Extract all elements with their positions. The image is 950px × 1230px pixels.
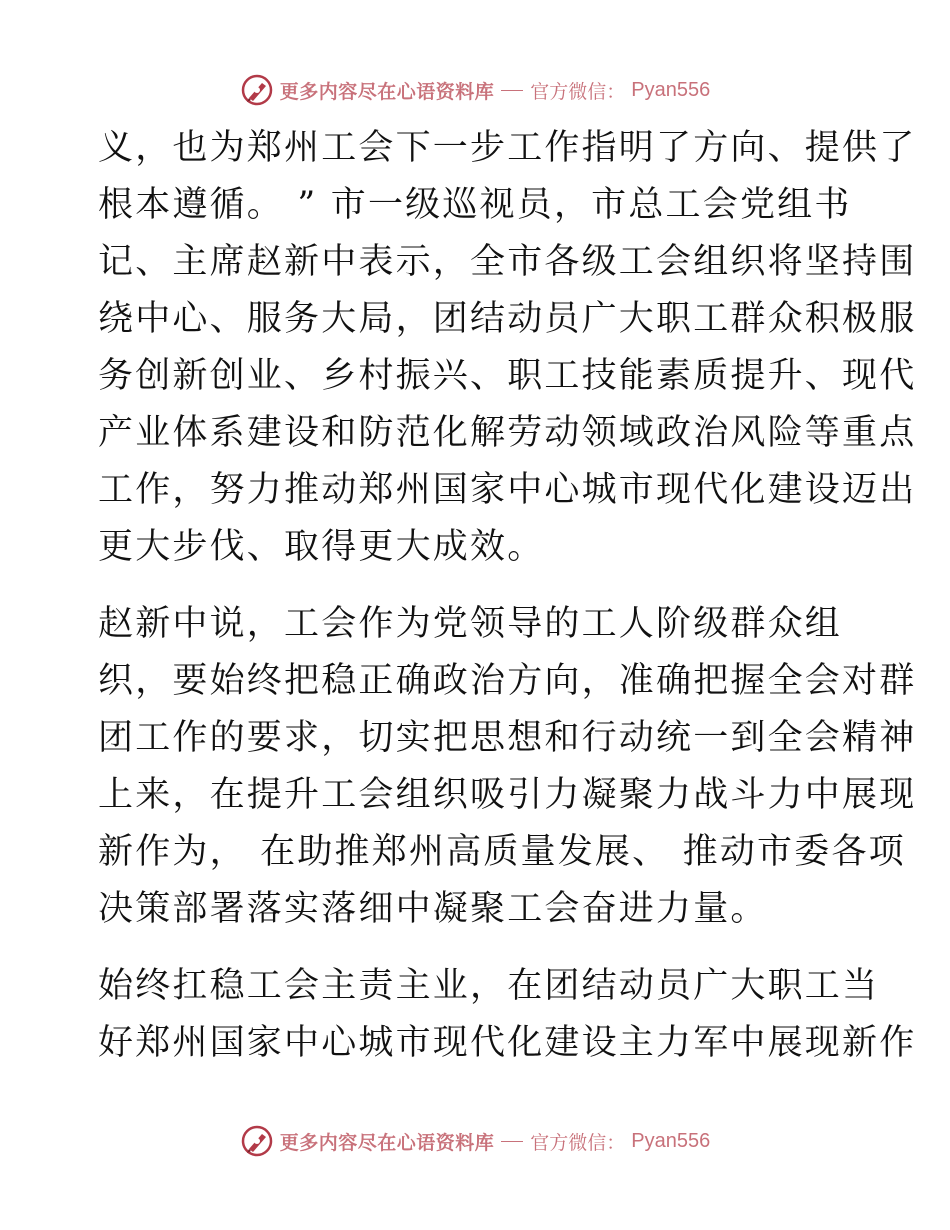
text-line: 好郑州国家中心城市现代化建设主力军中展现新作 [98, 1023, 917, 1063]
paragraph-gap [98, 576, 858, 596]
banner-wechat-id: Pyan556 [631, 1129, 711, 1152]
text-line: 新作为， 在助推郑州高质量发展、 推动市委各项 [98, 832, 906, 872]
text-line: 始终扛稳工会主责主业，在团结动员广大职工当 [98, 966, 880, 1006]
paragraph [98, 596, 917, 938]
banner-wechat-label: 官方微信： [530, 1131, 626, 1154]
paragraph-gap [98, 938, 858, 958]
banner-wechat-label: 官方微信： [530, 80, 626, 103]
banner-dash [501, 90, 523, 91]
banner-brand-text: 更多内容尽在心语资料库 [279, 80, 495, 103]
article-body [98, 120, 917, 1072]
pen-logo-icon [240, 73, 274, 107]
text-line: 织，要始终把稳正确政治方向，准确把握全会对群 [98, 661, 917, 701]
banner-dash [501, 1141, 523, 1142]
text-line: 义，也为郑州工会下一步工作指明了方向、提供了 [98, 128, 917, 168]
pen-logo-icon [240, 1124, 274, 1158]
text-line: 记、主席赵新中表示，全市各级工会组织将坚持围 [98, 242, 917, 282]
footer-banner [0, 1121, 950, 1161]
banner-wechat-id: Pyan556 [631, 78, 711, 101]
paragraph [98, 120, 917, 576]
text-line: 工作，努力推动郑州国家中心城市现代化建设迈出 [98, 470, 917, 510]
text-line: 赵新中说，工会作为党领导的工人阶级群众组 [98, 604, 843, 644]
text-line: 团工作的要求，切实把思想和行动统一到全会精神 [98, 718, 917, 758]
text-line: 产业体系建设和防范化解劳动领域政治风险等重点 [98, 413, 917, 453]
paragraph [98, 958, 917, 1072]
banner-brand-text: 更多内容尽在心语资料库 [279, 1131, 495, 1154]
text-line: 务创新创业、乡村振兴、职工技能素质提升、现代 [98, 356, 917, 396]
text-line: 上来，在提升工会组织吸引力凝聚力战斗力中展现 [98, 775, 917, 815]
text-line: 绕中心、服务大局，团结动员广大职工群众积极服 [98, 299, 917, 339]
text-line: 根本遵循。 ” 市一级巡视员，市总工会党组书 [98, 185, 852, 225]
header-banner [0, 70, 950, 110]
text-line: 决策部署落实落细中凝聚工会奋进力量。 [98, 889, 768, 929]
text-line: 更大步伐、取得更大成效。 [98, 527, 545, 567]
